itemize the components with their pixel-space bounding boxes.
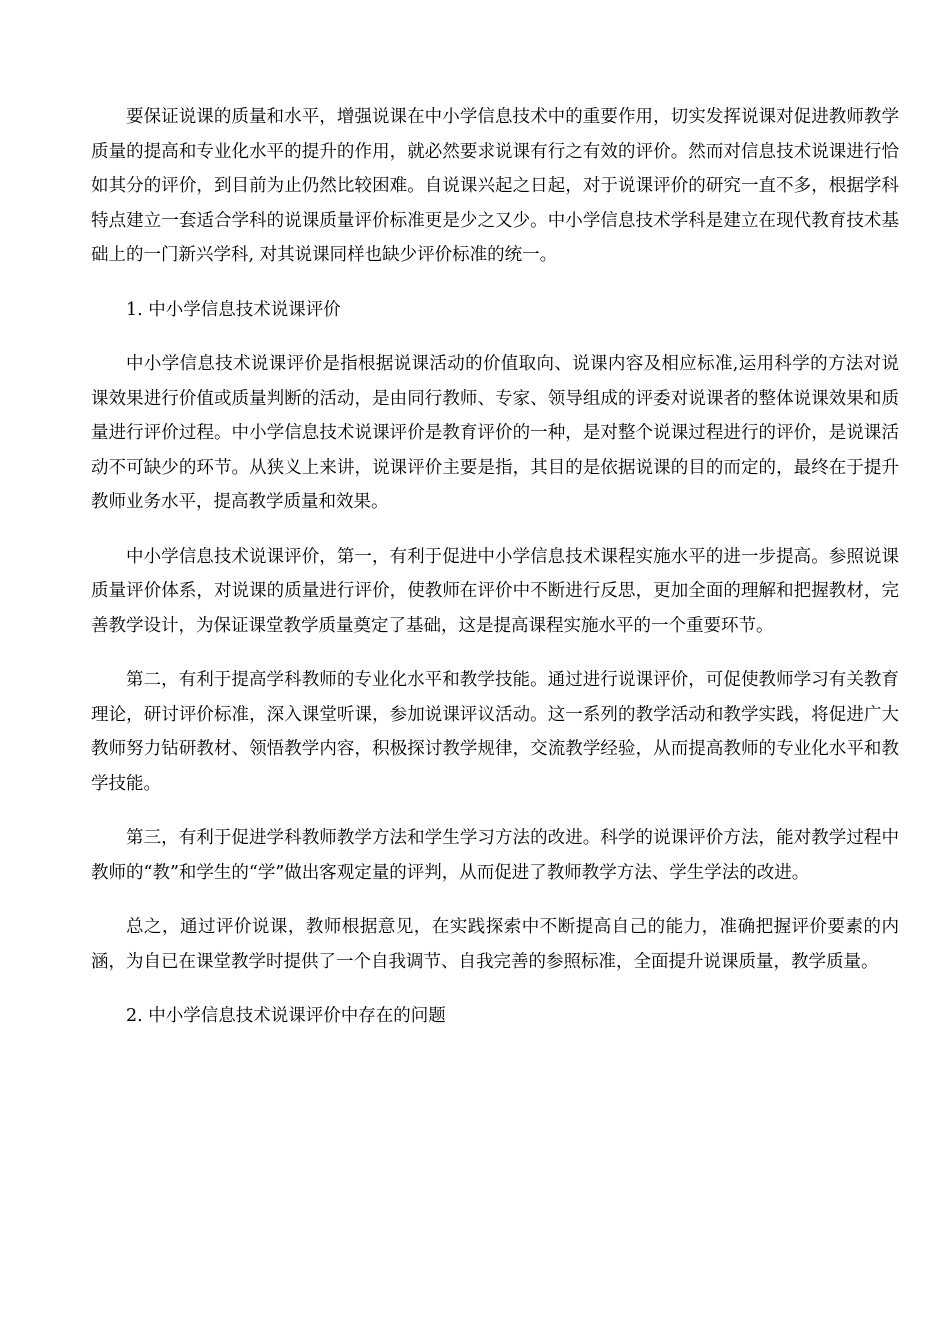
benefit-second-paragraph: 第二，有利于提高学科教师的专业化水平和教学技能。通过进行说课评价，可促使教师学习有关教育理论，研讨评价标准，深入课堂听课，参加说课评议活动。这一系列的教学活动和教学实践，将促进广大教师努力钻研教材、领悟教学内容，积极探讨教学规律，交流教学经验，从而提高教师的专业化水平和教学技能。 [91, 670, 899, 794]
benefit-first-paragraph: 中小学信息技术说课评价，第一，有利于促进中小学信息技术课程实施水平的进一步提高。参照说课质量评价体系，对说课的质量进行评价，使教师在评价中不断进行反思，更加全面的理解和把握教材，完善教学设计，为保证课堂教学质量奠定了基础，这是提高课程实施水平的一个重要环节。 [91, 546, 899, 636]
section-heading-2: 2. 中小学信息技术说课评价中存在的问题 [126, 1006, 446, 1026]
benefit-third-paragraph: 第三，有利于促进学科教师教学方法和学生学习方法的改进。科学的说课评价方法，能对教学过程中教师的“教”和学生的“学”做出客观定量的评判，从而促进了教师教学方法、学生学法的改进。 [91, 828, 899, 883]
summary-paragraph: 总之，通过评价说课，教师根据意见，在实践探索中不断提高自己的能力，准确把握评价要素的内涵，为自已在课堂教学时提供了一个自我调节、自我完善的参照标准，全面提升说课质量，教学质量。 [91, 917, 899, 972]
definition-paragraph: 中小学信息技术说课评价是指根据说课活动的价值取向、说课内容及相应标准,运用科学的方法对说课效果进行价值或质量判断的活动，是由同行教师、专家、领导组成的评委对说课者的整体说课效果和质量进行评价过程。中小学信息技术说课评价是教育评价的一种，是对整个说课过程进行的评价，是说课活动不可缺少的环节。从狭义上来讲，说课评价主要是指，其目的是依据说课的目的而定的，最终在于提升教师业务水平，提高教学质量和效果。 [91, 354, 899, 512]
section-heading-1: 1. 中小学信息技术说课评价 [126, 299, 341, 320]
document-page [91, 100, 899, 1054]
intro-paragraph: 要保证说课的质量和水平，增强说课在中小学信息技术中的重要作用，切实发挥说课对促进教师教学质量的提高和专业化水平的提升的作用，就必然要求说课有行之有效的评价。然而对信息技术说课进行恰如其分的评价，到目前为止仍然比较困难。自说课兴起之日起，对于说课评价的研究一直不多，根据学科特点建立一套适合学科的说课质量评价标准更是少之又少。中小学信息技术学科是建立在现代教育技术基础上的一门新兴学科, 对其说课同样也缺少评价标准的统一。 [91, 107, 899, 265]
